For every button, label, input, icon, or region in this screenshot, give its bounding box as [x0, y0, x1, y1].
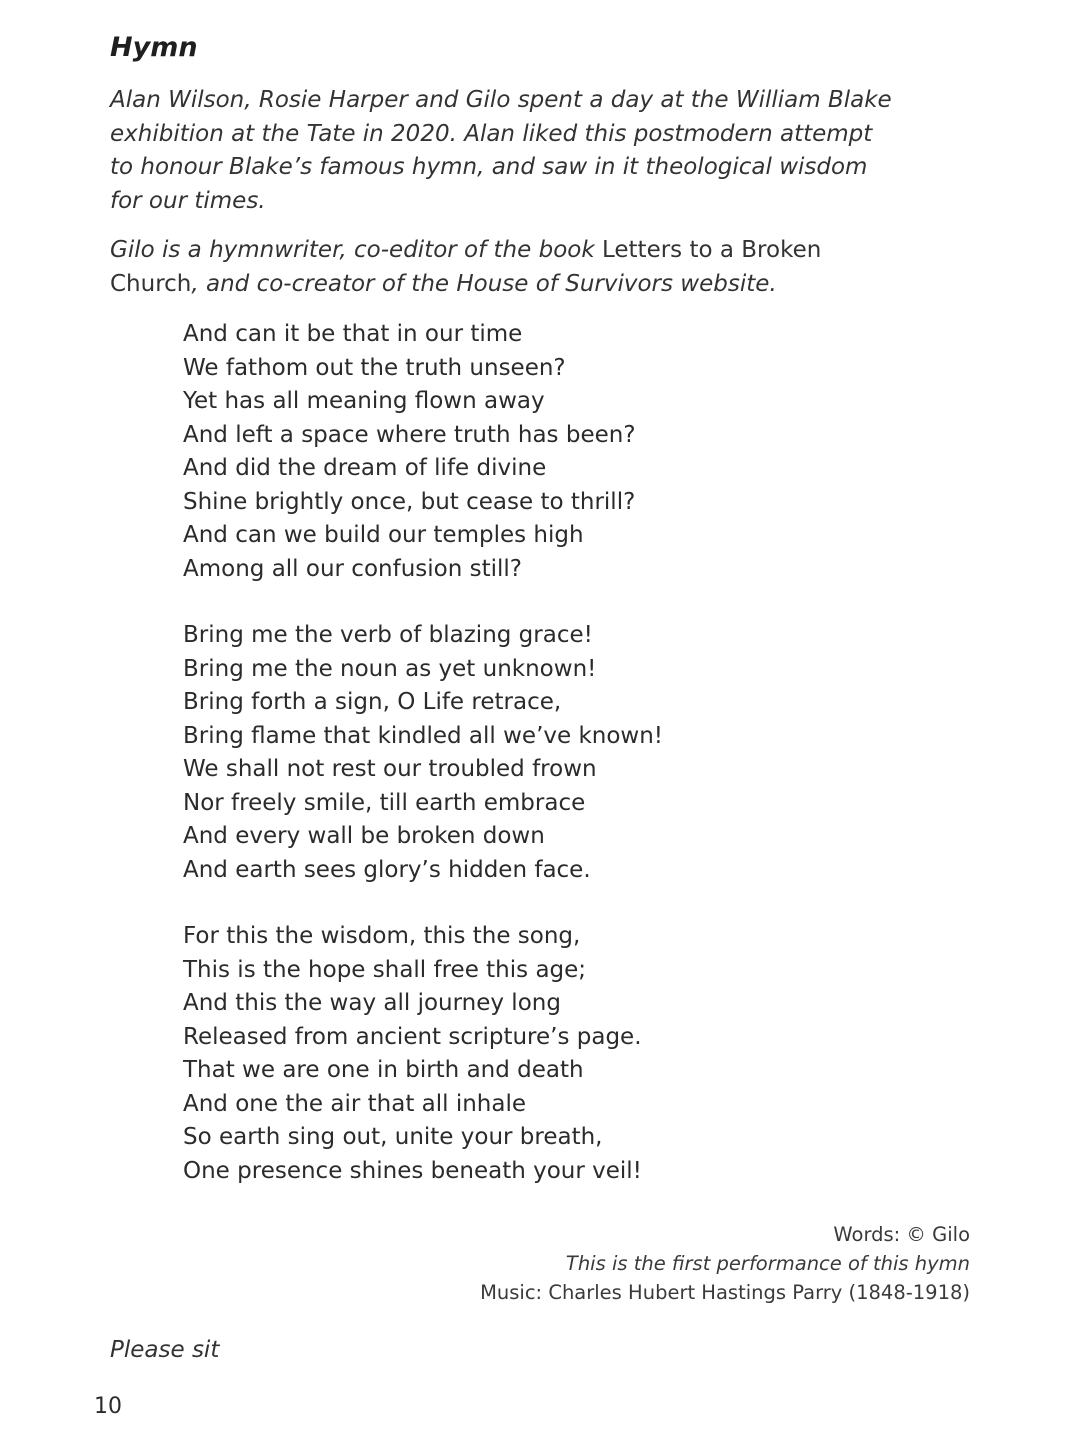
- hymn-credits: [270, 1220, 970, 1307]
- page-title: Hymn: [110, 32, 198, 63]
- verse-line: Bring flame that kindled all we’ve known!: [183, 722, 664, 749]
- verse-line: That we are one in birth and death: [183, 1057, 584, 1083]
- verse-line: And one the air that all inhale: [183, 1090, 527, 1117]
- verse-line: One presence shines beneath your veil!: [183, 1157, 642, 1184]
- verse-line: And can it be that in our time: [183, 321, 523, 347]
- verse-line: This is the hope shall free this age;: [183, 956, 587, 983]
- stanza-2: [183, 619, 943, 887]
- verse-line: And did the dream of life divine: [183, 455, 547, 481]
- verse-line: For this the wisdom, this the song,: [183, 923, 581, 949]
- intro-paragraph-2: [110, 234, 900, 301]
- verse-line: Bring forth a sign, O Life retrace,: [183, 689, 562, 715]
- verse-line: We shall not rest our troubled frown: [183, 756, 597, 782]
- verse-line: Released from ancient scripture’s page.: [183, 1023, 642, 1050]
- verse-line: Among all our confusion still?: [183, 555, 522, 582]
- verse-line: And earth sees glory’s hidden face.: [183, 856, 591, 883]
- page-number: 10: [94, 1394, 122, 1419]
- words-credit: Words: © Gilo: [833, 1223, 970, 1246]
- verse-line: Nor freely smile, till earth embrace: [183, 789, 586, 816]
- congregation-instruction: Please sit: [110, 1337, 220, 1363]
- verse-line: So earth sing out, unite your breath,: [183, 1124, 603, 1150]
- verse-line: And can we build our temples high: [183, 522, 584, 548]
- book-title: Letters to a Broken Church: [110, 237, 822, 297]
- verse-line: Yet has all meaning flown away: [183, 388, 545, 414]
- verse-line: And this the way all journey long: [183, 990, 561, 1016]
- stanza-1: [183, 318, 943, 586]
- verse-line: And every wall be broken down: [183, 823, 545, 849]
- stanza-3: [183, 920, 943, 1188]
- intro-paragraph-2-part-2: , and co-creator of the House of Survivors website.: [191, 270, 777, 297]
- intro-paragraph-2-part-1: Gilo is a hymnwriter, co-editor of the book: [110, 237, 602, 263]
- verse-line: Bring me the noun as yet unknown!: [183, 655, 597, 682]
- verse-line: We fathom out the truth unseen?: [183, 354, 566, 381]
- verse-line: And left a space where truth has been?: [183, 421, 636, 448]
- music-credit: Music: Charles Hubert Hastings Parry (1848-1918): [480, 1281, 970, 1304]
- verse-line: Bring me the verb of blazing grace!: [183, 622, 593, 648]
- verse-line: Shine brightly once, but cease to thrill?: [183, 488, 636, 515]
- intro-paragraph-1: Alan Wilson, Rosie Harper and Gilo spent a day at the William Blake exhibition at the Tate in 2020. Alan liked this postmodern attempt to honour Blake’s famous hymn, and saw in it theological wisdom for our times.: [110, 87, 892, 214]
- performance-note: This is the first performance of this hymn: [565, 1252, 970, 1275]
